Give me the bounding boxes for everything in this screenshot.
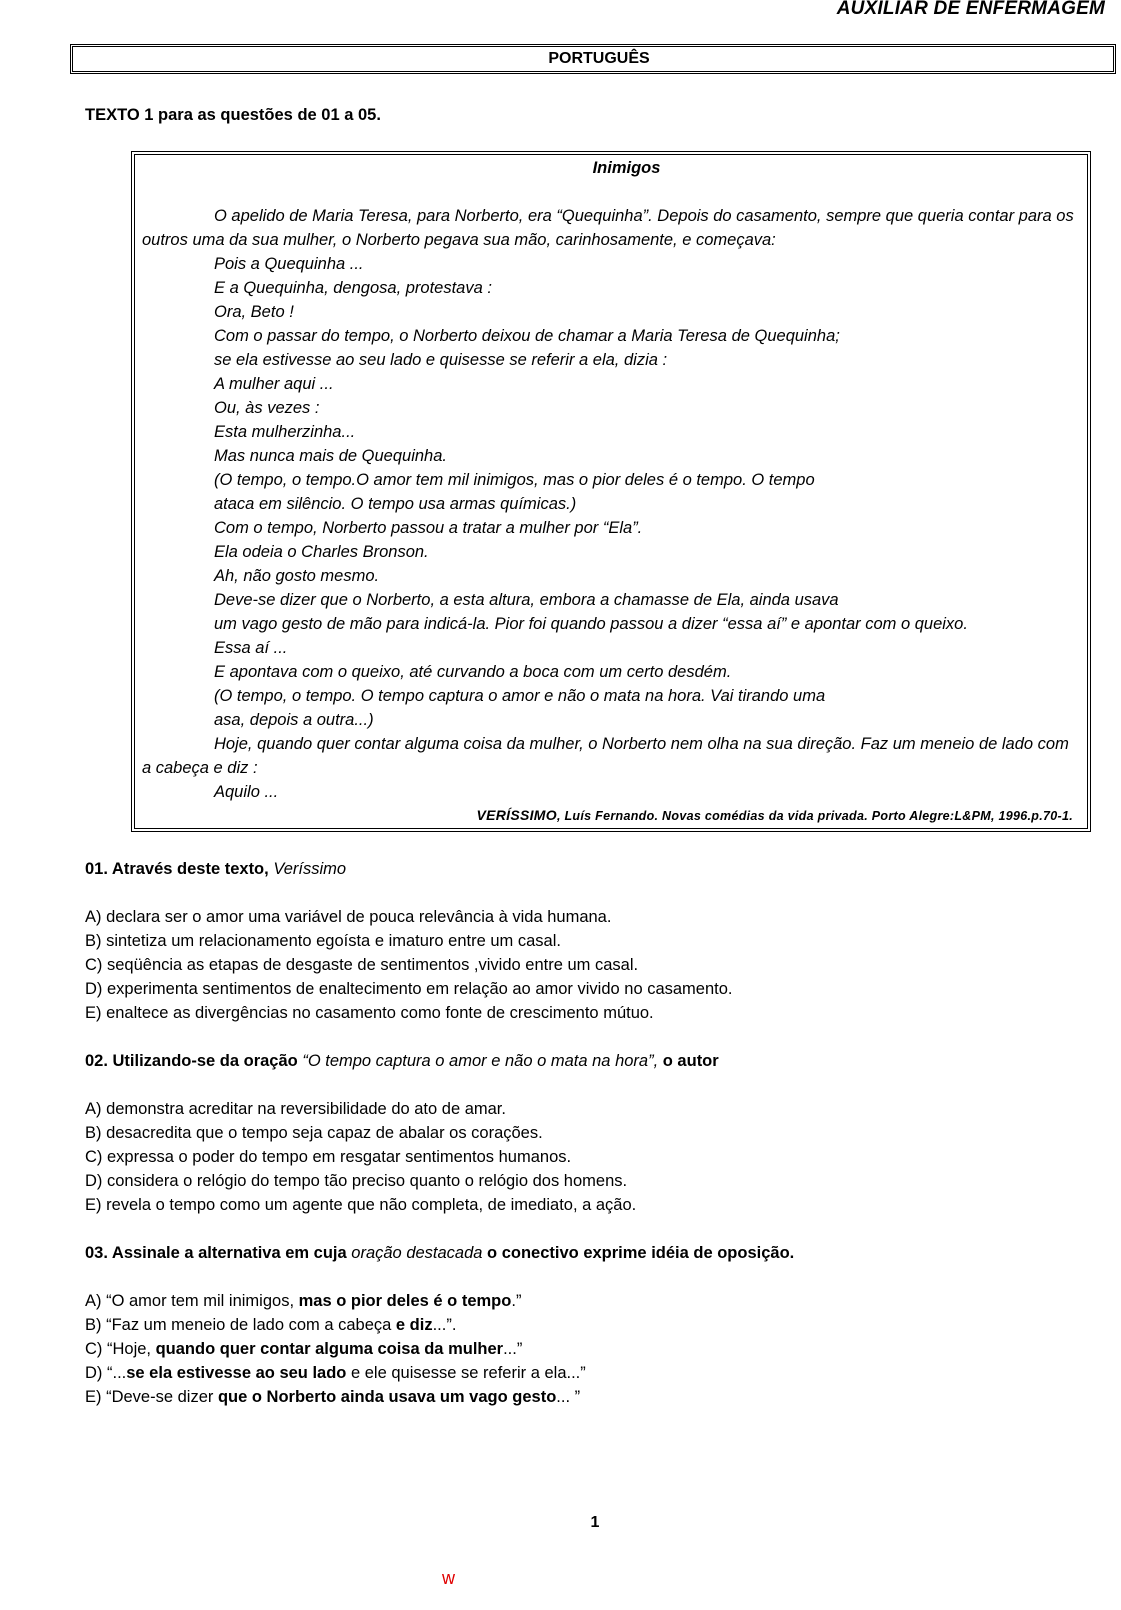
text-line: Com o passar do tempo, o Norberto deixou de chamar a Maria Teresa de Quequinha; <box>214 327 840 345</box>
text-line: Ora, Beto ! <box>214 303 294 321</box>
text-line: asa, depois a outra...) <box>214 711 374 729</box>
text-line: Ou, às vezes : <box>214 399 320 417</box>
option-a: A) demonstra acreditar na reversibilidade do ato de amar. <box>85 1100 506 1118</box>
text-line: E apontava com o queixo, até curvando a boca com um certo desdém. <box>214 663 732 681</box>
question-3-options <box>85 1289 1085 1409</box>
subject-banner <box>70 44 1116 74</box>
text-line: E a Quequinha, dengosa, protestava : <box>214 279 492 297</box>
question-1-prompt: 01. Através deste texto, <box>85 860 269 878</box>
text-line: Pois a Quequinha ... <box>214 255 364 273</box>
option-text: B) “Faz um meneio de lado com a cabeça <box>85 1316 396 1334</box>
text-paragraph: Hoje, quando quer contar alguma coisa da mulher, o Norberto nem olha na sua direção. Faz um meneio de lado com a cabeça e diz : <box>142 735 1069 777</box>
option-text: ... ” <box>556 1388 581 1406</box>
question-2-prompt: 02. Utilizando-se da oração <box>85 1052 298 1070</box>
text-heading: TEXTO 1 para as questões de 01 a 05. <box>85 106 381 124</box>
option-highlight: se ela estivesse ao seu lado <box>126 1364 347 1382</box>
option-b: B) sintetiza um relacionamento egoísta e imaturo entre um casal. <box>85 932 561 950</box>
text-line: Deve-se dizer que o Norberto, a esta altura, embora a chamasse de Ela, ainda usava <box>214 591 839 609</box>
option-text: C) “Hoje, <box>85 1340 156 1358</box>
reading-text-box <box>131 151 1091 832</box>
option-b: B) desacredita que o tempo seja capaz de abalar os corações. <box>85 1124 543 1142</box>
footer-mark: w <box>442 1568 455 1588</box>
source-reference: , Luís Fernando. Novas comédias da vida privada. Porto Alegre:L&PM, 1996.p.70-1. <box>556 809 1073 823</box>
option-highlight: quando quer contar alguma coisa da mulher <box>155 1340 504 1358</box>
text-line: Com o tempo, Norberto passou a tratar a mulher por “Ela”. <box>214 519 643 537</box>
text-line: Essa aí ... <box>214 639 288 657</box>
option-c: C) seqüência as etapas de desgaste de sentimentos ,vivido entre um casal. <box>85 956 639 974</box>
option-highlight: mas o pior deles é o tempo <box>298 1292 512 1310</box>
subject-title: PORTUGUÊS <box>548 50 650 67</box>
text-line: ataca em silêncio. O tempo usa armas químicas.) <box>214 495 577 513</box>
option-text: .” <box>511 1292 522 1310</box>
option-highlight: e diz <box>395 1316 433 1334</box>
text-paragraph: O apelido de Maria Teresa, para Norberto, era “Quequinha”. Depois do casamento, sempre que queria contar para os outros uma da sua mulher, o Norberto pegava sua mão, carinhosamente, e começava: <box>142 207 1074 249</box>
option-d <box>85 1361 1085 1385</box>
question-2-stem <box>85 1049 1085 1073</box>
option-e: E) enaltece as divergências no casamento como fonte de crescimento mútuo. <box>85 1004 654 1022</box>
question-3-prompt: 03. Assinale a alternativa em cuja <box>85 1244 347 1262</box>
question-2-options <box>85 1097 1085 1217</box>
text-line: se ela estivesse ao seu lado e quisesse se referir a ela, dizia : <box>214 351 668 369</box>
text-line: (O tempo, o tempo. O tempo captura o amor e não o mata na hora. Vai tirando uma <box>214 687 826 705</box>
question-1-options <box>85 905 1085 1025</box>
option-a <box>85 1289 1085 1313</box>
text-line: um vago gesto de mão para indicá-la. Pior foi quando passou a dizer “essa aí” e apontar com o queixo. <box>214 615 968 633</box>
text-source <box>142 804 1081 827</box>
text-line: Ah, não gosto mesmo. <box>214 567 380 585</box>
option-highlight: que o Norberto ainda usava um vago gesto <box>217 1388 557 1406</box>
question-1-stem <box>85 857 1085 881</box>
option-e <box>85 1385 1085 1409</box>
question-3-prompt-end: o conectivo exprime idéia de oposição. <box>482 1244 795 1262</box>
questions-section <box>85 857 1085 1433</box>
option-text: ...” <box>503 1340 523 1358</box>
option-b <box>85 1313 1085 1337</box>
text-line: Aquilo ... <box>214 783 279 801</box>
option-c <box>85 1337 1085 1361</box>
option-c: C) expressa o poder do tempo em resgatar sentimentos humanos. <box>85 1148 572 1166</box>
question-3-emphasis: oração destacada <box>346 1244 483 1262</box>
page-number: 1 <box>590 1514 600 1531</box>
option-a: A) declara ser o amor uma variável de pouca relevância à vida humana. <box>85 908 612 926</box>
option-text: D) “... <box>85 1364 127 1382</box>
option-text: E) “Deve-se dizer <box>85 1388 218 1406</box>
text-line: Ela odeia o Charles Bronson. <box>214 543 429 561</box>
text-line: (O tempo, o tempo.O amor tem mil inimigos, mas o pior deles é o tempo. O tempo <box>214 471 815 489</box>
question-2-quote: “O tempo captura o amor e não o mata na hora”, <box>297 1052 659 1070</box>
option-e: E) revela o tempo como um agente que não completa, de imediato, a ação. <box>85 1196 637 1214</box>
option-text: ...”. <box>432 1316 457 1334</box>
question-1-author: Veríssimo <box>268 860 347 878</box>
question-2-prompt-end: o autor <box>658 1052 719 1070</box>
option-text: A) “O amor tem mil inimigos, <box>85 1292 299 1310</box>
text-line: A mulher aqui ... <box>214 375 334 393</box>
option-d: D) experimenta sentimentos de enaltecimento em relação ao amor vivido no casamento. <box>85 980 733 998</box>
text-line: Mas nunca mais de Quequinha. <box>214 447 447 465</box>
exam-title: AUXILIAR DE ENFERMAGEM <box>836 0 1105 19</box>
question-3-stem <box>85 1241 1085 1265</box>
text-title: Inimigos <box>592 159 661 177</box>
option-text: e ele quisesse se referir a ela...” <box>346 1364 586 1382</box>
text-line: Esta mulherzinha... <box>214 423 356 441</box>
source-author: VERÍSSIMO <box>476 807 557 823</box>
option-d: D) considera o relógio do tempo tão preciso quanto o relógio dos homens. <box>85 1172 628 1190</box>
